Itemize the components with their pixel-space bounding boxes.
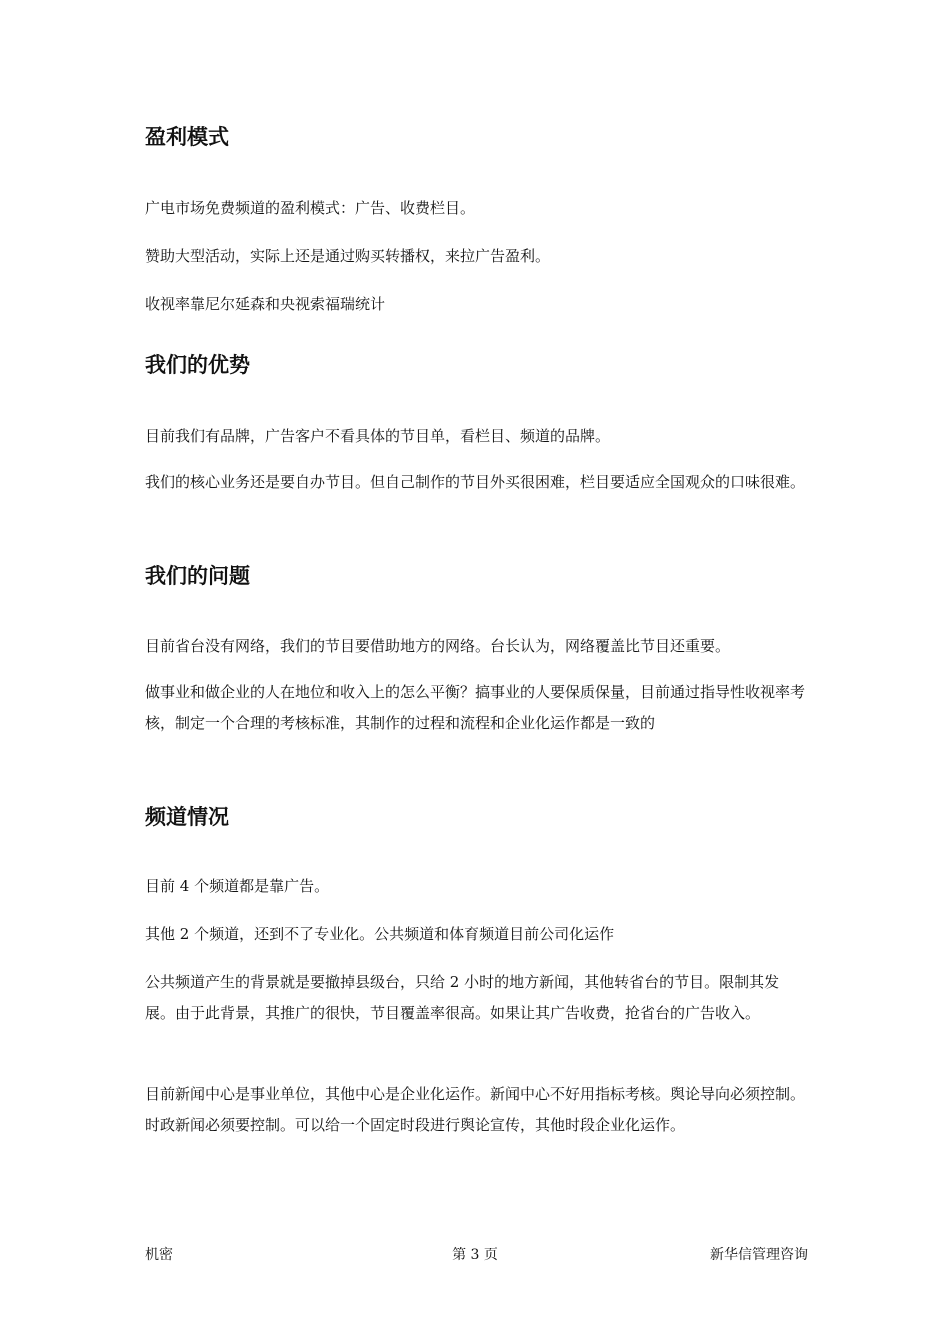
paragraph: 公共频道产生的背景就是要撤掉县级台，只给 2 小时的地方新闻，其他转省台的节目。限制其发展。由于此背景，其推广的很快，节目覆盖率很高。如果让其广告收费，抢省台的广告收入。 (145, 973, 780, 1022)
paragraph: 目前我们有品牌，广告客户不看具体的节目单，看栏目、频道的品牌。 (145, 427, 611, 445)
section-heading-our-problems: 我们的问题 (145, 564, 250, 588)
paragraph: 收视率靠尼尔延森和央视索福瑞统计 (145, 295, 386, 313)
section-heading-profit-model: 盈利模式 (145, 125, 229, 149)
paragraph: 目前省台没有网络，我们的节目要借助地方的网络。台长认为，网络覆盖比节目还重要。 (145, 637, 731, 655)
paragraph: 赞助大型活动，实际上还是通过购买转播权，来拉广告盈利。 (145, 247, 551, 265)
paragraph: 目前新闻中心是事业单位，其他中心是企业化运作。新闻中心不好用指标考核。舆论导向必须控制。时政新闻必须要控制。可以给一个固定时段进行舆论宣传，其他时段企业化运作。 (145, 1085, 806, 1134)
footer-page-number: 第 3 页 (452, 1247, 498, 1263)
footer-confidential-label: 机密 (145, 1247, 173, 1263)
paragraph: 广电市场免费频道的盈利模式：广告、收费栏目。 (145, 199, 476, 217)
paragraph: 目前 4 个频道都是靠广告。 (145, 877, 330, 895)
paragraph: 其他 2 个频道，还到不了专业化。公共频道和体育频道目前公司化运作 (145, 925, 615, 943)
section-heading-our-advantages: 我们的优势 (145, 353, 250, 377)
footer-company-name: 新华信管理咨询 (710, 1247, 808, 1263)
paragraph: 做事业和做企业的人在地位和收入上的怎么平衡？搞事业的人要保质保量，目前通过指导性收视率考核，制定一个合理的考核标准，其制作的过程和流程和企业化运作都是一致的 (145, 683, 806, 732)
paragraph: 我们的核心业务还是要自办节目。但自己制作的节目外买很困难，栏目要适应全国观众的口味很难。 (145, 473, 806, 491)
section-heading-channel-status: 频道情况 (145, 805, 229, 829)
